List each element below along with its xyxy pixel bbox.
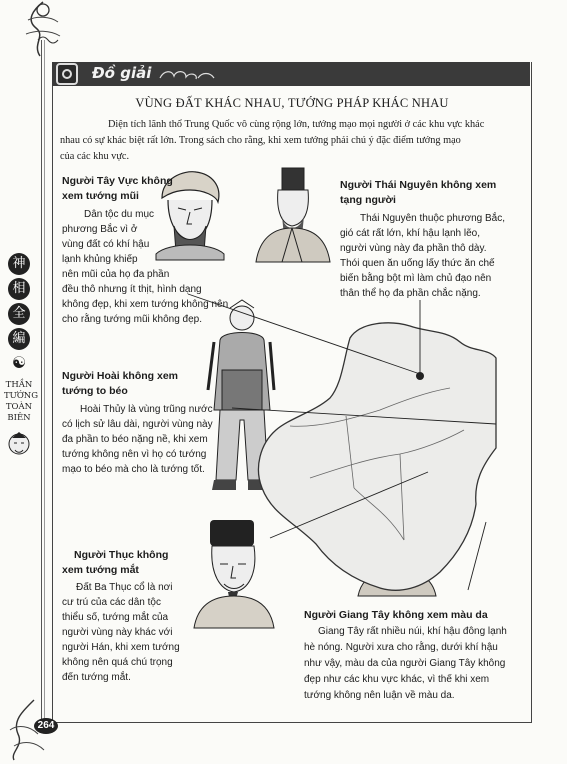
giang-tay-line: đẹp như các khu vực khác, vì thế khi xem bbox=[304, 674, 490, 685]
title-seal: 神 bbox=[8, 253, 30, 275]
title-latin-word: BIÊN bbox=[7, 413, 31, 423]
hoai-line: mạo to béo mà cho là tướng tốt. bbox=[62, 464, 205, 475]
hoai-line: tướng không nên vì họ có tướng bbox=[62, 449, 207, 460]
tay-vuc-heading-1: Người Tây Vực không bbox=[62, 175, 173, 187]
giang-tay-line: tướng không nên luận về màu da. bbox=[304, 690, 455, 701]
hoai-line: có lịch sử lâu dài, người vùng này bbox=[62, 419, 213, 430]
thai-nguyen-heading-1: Người Thái Nguyên không xem bbox=[340, 179, 497, 191]
title-latin-word: TOÀN bbox=[5, 402, 33, 412]
hoai-heading-2: tướng to béo bbox=[62, 385, 128, 397]
hoai-line: Hoài Thủy là vùng trũng nước bbox=[80, 404, 213, 415]
thuc-line: người Hán, khi xem tướng bbox=[62, 642, 180, 653]
tay-vuc-line: đều thô nhưng ít thịt, hình dạng bbox=[62, 284, 202, 295]
page-number: 264 bbox=[34, 718, 58, 734]
section-title: VÙNG ĐẤT KHÁC NHAU, TƯỚNG PHÁP KHÁC NHAU bbox=[135, 96, 449, 110]
giang-tay-heading: Người Giang Tây không xem màu da bbox=[304, 609, 488, 621]
thai-nguyen-line: Thái Nguyên thuộc phương Bắc, bbox=[360, 213, 506, 224]
thuc-line: người vùng này khác với bbox=[62, 627, 173, 638]
thai-nguyen-heading-2: tạng người bbox=[340, 194, 396, 206]
hoai-line: đa phần to béo nặng nề, khi xem bbox=[62, 434, 208, 445]
thuc-line: không nên quá chú trọng bbox=[62, 657, 173, 668]
header-title: Đồ giải bbox=[92, 64, 152, 82]
intro-line-2: nhau có sự khác biệt rất lớn. Trong sách cho rằng, khi xem tướng phải chú ý đặc điểm tướng mạo bbox=[60, 135, 461, 146]
thai-nguyen-line: Thói quen ăn uống lấy thức ăn chế bbox=[340, 258, 495, 269]
tay-vuc-line: lạnh khủng khiếp bbox=[62, 254, 138, 265]
intro-line-3: của các khu vực. bbox=[60, 151, 130, 162]
hoai-heading-1: Người Hoài không xem bbox=[62, 370, 178, 382]
tay-vuc-line: phương Bắc vì ở bbox=[62, 224, 138, 235]
tay-vuc-heading-2: xem tướng mũi bbox=[62, 190, 139, 202]
thuc-line: đến tướng mắt. bbox=[62, 672, 131, 683]
title-latin-word: TƯỚNG bbox=[4, 391, 39, 401]
sage-face-icon bbox=[6, 430, 32, 460]
book-title-sidebar bbox=[4, 250, 39, 460]
giang-tay-line: Giang Tây rất nhiều núi, khí hậu đông lạnh bbox=[318, 626, 507, 637]
title-seal: 編 bbox=[8, 328, 30, 350]
tay-vuc-line: vùng đất có khí hậu bbox=[62, 239, 150, 250]
giang-tay-line: như vậy, màu da của người Giang Tây không bbox=[304, 658, 506, 669]
yin-yang-icon: ☯ bbox=[11, 353, 27, 372]
thuc-heading-1: Người Thục không bbox=[74, 549, 169, 561]
thai-nguyen-line: thân thể họ đa phần chắc nặng. bbox=[340, 288, 481, 299]
thuc-line: cư trú của các dân tộc bbox=[62, 597, 161, 608]
title-latin bbox=[4, 380, 39, 424]
thuc-heading-2: xem tướng mắt bbox=[62, 564, 139, 576]
tay-vuc-line: cho rằng tướng mũi không đẹp. bbox=[62, 314, 203, 325]
title-seal: 全 bbox=[8, 303, 30, 325]
intro-line-1: Diện tích lãnh thổ Trung Quốc vô cùng rộng lớn, tướng mạo mọi người ở các khu vực khác bbox=[108, 119, 485, 130]
tay-vuc-line: nên mũi của họ đa phần bbox=[62, 269, 170, 280]
tay-vuc-line: không đẹp, khi xem tướng không nên bbox=[62, 299, 229, 310]
thai-nguyen-line: biến bằng bột mì làm chủ đạo nên bbox=[340, 273, 492, 284]
thai-nguyen-line: người vùng này đa phần thô dày. bbox=[340, 243, 487, 254]
title-seal: 相 bbox=[8, 278, 30, 300]
tay-vuc-line: Dân tộc du mục bbox=[84, 209, 155, 220]
thuc-line: Đất Ba Thục cổ là nơi bbox=[76, 582, 173, 593]
giang-tay-line: hè nóng. Người xưa cho rằng, dưới khí hậu bbox=[304, 642, 498, 653]
title-latin-word: THẦN bbox=[5, 380, 33, 390]
thuc-line: thiểu số, tướng mắt của bbox=[62, 612, 169, 623]
thai-nguyen-line: gió cát rất lớn, khí hậu lạnh lẽo, bbox=[340, 228, 480, 239]
